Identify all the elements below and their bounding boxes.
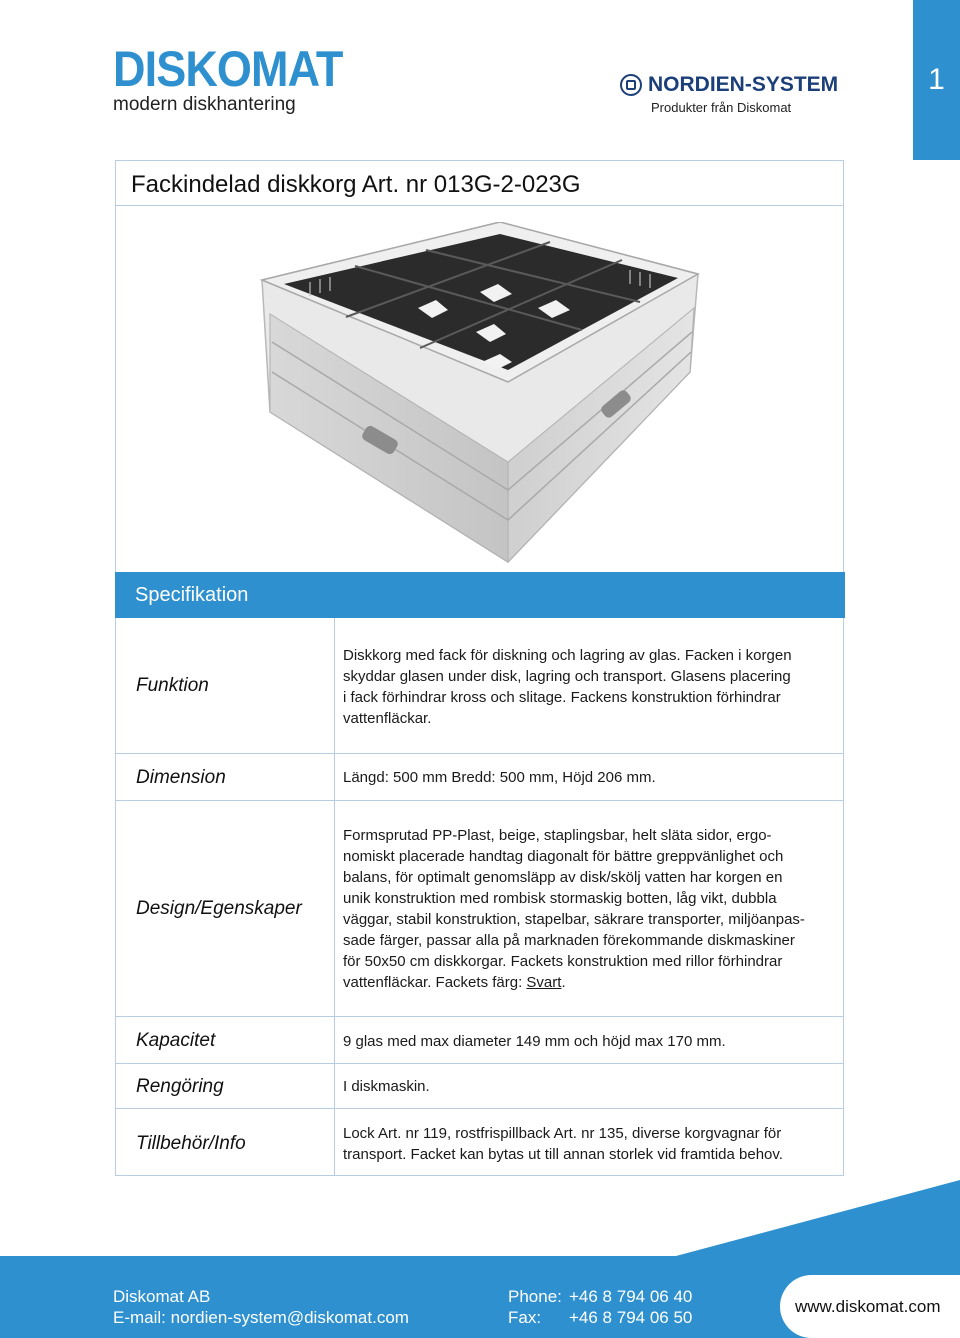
- text-line: Lock Art. nr 119, rostfrispillback Art. nr 135, diverse korgvagnar för: [343, 1125, 782, 1142]
- page-number: 1: [928, 63, 945, 96]
- brand-tagline: modern diskhantering: [113, 94, 296, 115]
- color-link[interactable]: Svart: [526, 974, 562, 991]
- footer-website[interactable]: www.diskomat.com: [795, 1297, 941, 1316]
- row-label-funktion: Funktion: [136, 675, 209, 696]
- row-separator: [115, 800, 844, 801]
- footer-company: Diskomat AB: [113, 1287, 211, 1306]
- text-fragment: .: [561, 974, 566, 991]
- text-line: väggar, stabil konstruktion, stapelbar, säkrare transporter, miljöanpas-: [343, 911, 805, 928]
- text-line: för 50x50 cm diskkorgar. Fackets konstruktion med rillor förhindrar: [343, 953, 783, 970]
- spec-header: [115, 572, 845, 618]
- brand-wordmark: DISKOMAT: [113, 41, 343, 97]
- product-title: Fackindelad diskkorg Art. nr 013G-2-023G: [131, 171, 581, 198]
- row-text-dimension: [343, 767, 839, 788]
- text-line: nomiskt placerade handtag diagonalt för bättre greppvänlighet och: [343, 848, 784, 865]
- text-line: i fack förhindrar kross och slitage. Fackens konstruktion förhindrar: [343, 689, 781, 706]
- row-text-funktion: [343, 645, 839, 729]
- text-line: vattenfläckar.: [343, 710, 432, 727]
- row-separator: [115, 1063, 844, 1064]
- text-line: [343, 972, 839, 993]
- column-divider: [334, 618, 335, 1176]
- text-line: sade färger, passar alla på marknaden förekommande diskmaskiner: [343, 932, 795, 949]
- title-bar: [115, 160, 844, 206]
- footer-fax: [508, 1308, 693, 1328]
- text-line: skyddar glasen under disk, lagring och transport. Glasens placering: [343, 668, 791, 685]
- footer-email[interactable]: E-mail: nordien-system@diskomat.com: [113, 1308, 409, 1327]
- text-line: Diskkorg med fack för diskning och lagring av glas. Facken i korgen: [343, 647, 792, 664]
- text-line: Formsprutad PP-Plast, beige, staplingsbar, helt släta sidor, ergo-: [343, 827, 772, 844]
- row-text-kapacitet: [343, 1031, 839, 1052]
- fax-number: +46 8 794 06 50: [569, 1308, 693, 1327]
- text-line: I diskmaskin.: [343, 1078, 430, 1095]
- nordien-system-logo: [620, 73, 860, 115]
- nordien-emblem-icon: [620, 74, 642, 96]
- dish-rack-photo: [250, 222, 710, 567]
- text-line: transport. Facket kan bytas ut till annan storlek vid framtida behov.: [343, 1146, 783, 1163]
- fax-label: Fax:: [508, 1308, 542, 1327]
- footer-phone: [508, 1287, 693, 1307]
- row-text-tillbehor: [343, 1123, 839, 1165]
- text-line: unik konstruktion med rombisk stormaskig botten, låg vikt, dubbla: [343, 890, 777, 907]
- text-line: balans, för optimalt genomsläpp av disk/skölj vatten har korgen en: [343, 869, 783, 886]
- text-line: 9 glas med max diameter 149 mm och höjd max 170 mm.: [343, 1033, 726, 1050]
- spec-header-label: Specifikation: [135, 584, 249, 606]
- row-label-tillbehor: Tillbehör/Info: [136, 1133, 246, 1154]
- partner-name: NORDIEN-SYSTEM: [648, 73, 839, 96]
- row-separator: [115, 1108, 844, 1109]
- row-label-kapacitet: Kapacitet: [136, 1030, 216, 1051]
- text-line: Längd: 500 mm Bredd: 500 mm, Höjd 206 mm.: [343, 769, 656, 786]
- page-number-tab: [913, 0, 960, 160]
- text-fragment: vattenfläckar. Fackets färg:: [343, 974, 527, 991]
- phone-label: Phone:: [508, 1287, 562, 1306]
- row-text-design: [343, 825, 839, 993]
- row-text-rengoring: [343, 1076, 839, 1097]
- row-label-dimension: Dimension: [136, 767, 226, 788]
- row-separator: [115, 1016, 844, 1017]
- partner-subtitle: Produkter från Diskomat: [651, 100, 792, 115]
- row-label-design: Design/Egenskaper: [136, 898, 302, 919]
- diskomat-logo: [113, 41, 368, 116]
- phone-number: +46 8 794 06 40: [569, 1287, 693, 1306]
- row-label-rengoring: Rengöring: [136, 1076, 224, 1097]
- row-separator: [115, 753, 844, 754]
